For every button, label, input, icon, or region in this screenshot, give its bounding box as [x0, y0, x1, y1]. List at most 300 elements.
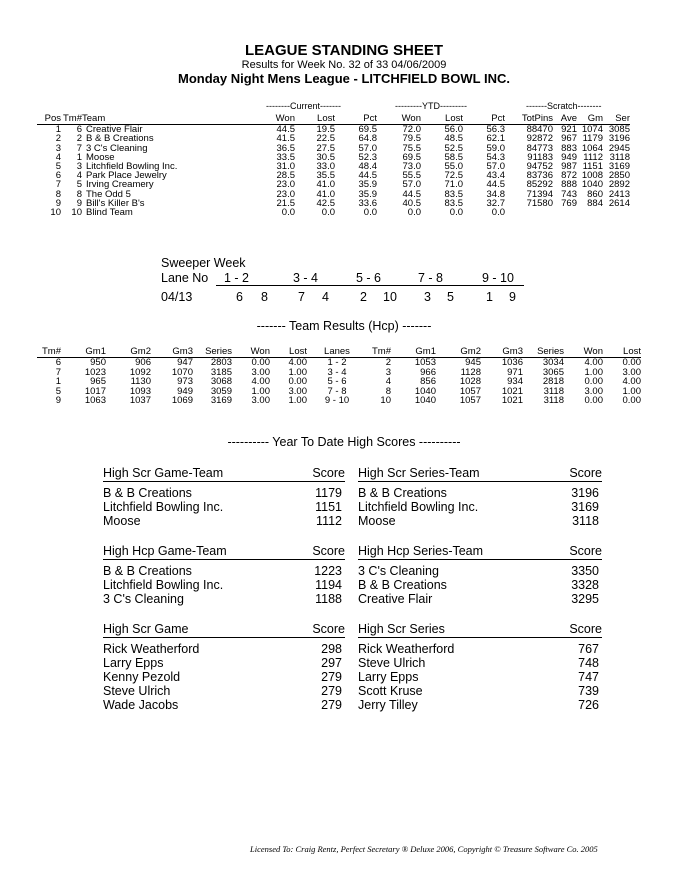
standings-cell: 57.0: [358, 142, 377, 154]
team-results-cell: 3068: [210, 376, 232, 388]
high-score-value: 1188: [315, 592, 342, 606]
standings-cell: 3 C's Cleaning: [86, 142, 148, 154]
standings-cell: 27.5: [316, 142, 335, 154]
standings-cell: 769: [561, 197, 577, 209]
high-score-score-label: Score: [293, 466, 345, 482]
high-score-value: 3196: [571, 486, 599, 500]
standings-cell: [603, 208, 630, 217]
team-results-header: [37, 347, 641, 358]
team-results-cell: 8: [385, 385, 391, 397]
high-score-name: Creative Flair: [358, 592, 433, 606]
standings-cell: 33.6: [358, 197, 377, 209]
standings-column-header: Pos: [37, 114, 61, 125]
standings-cell: 1064: [581, 142, 603, 154]
standings-cell: 48.5: [444, 133, 463, 145]
high-score-name: B & B Creations: [358, 578, 447, 592]
team-results-cell: 1017: [84, 385, 106, 397]
standings-cell: 2850: [608, 170, 630, 182]
sweeper-lane-label: Lane No: [161, 271, 209, 285]
high-score-value: 1223: [314, 564, 342, 578]
high-score-value: 726: [578, 698, 599, 712]
high-score-value: 1112: [316, 514, 342, 528]
standings-cell: 1008: [581, 170, 603, 182]
high-score-name: B & B Creations: [358, 486, 447, 500]
team-results-cell: 2: [385, 357, 391, 369]
standings-column-header: TotPins: [505, 114, 553, 125]
standings-cell: 7: [55, 179, 61, 191]
standings-cell: Litchfield Bowling Inc.: [86, 161, 178, 173]
team-results-cell: 1063: [84, 395, 106, 407]
standings-cell: 1151: [582, 161, 603, 173]
team-results-column-header: Won: [564, 347, 603, 358]
standings-cell: 3085: [608, 124, 630, 136]
high-score-header: [103, 466, 345, 482]
standings-cell: 41.0: [316, 188, 335, 200]
team-results-cell: 973: [177, 376, 193, 388]
high-score-name: Moose: [358, 514, 396, 528]
table-row: [358, 592, 602, 606]
standings-cell: 0.0: [407, 207, 421, 219]
standings-cell: 69.5: [358, 124, 377, 136]
ytd-title: ---------- Year To Date High Scores ----------: [227, 435, 461, 449]
team-results-cell: 945: [465, 357, 481, 369]
team-results-cell: 3: [385, 366, 391, 378]
team-results-column-header: Lost: [270, 347, 307, 358]
high-score-name: Rick Weatherford: [103, 642, 200, 656]
standings-cell: 40.5: [402, 197, 421, 209]
team-results-cell: 856: [420, 376, 436, 388]
team-results-column-header: Gm2: [436, 347, 481, 358]
standings-cell: 92872: [526, 133, 553, 145]
team-results-cell: 3034: [542, 357, 564, 369]
sweeper-title: Sweeper Week: [161, 256, 246, 270]
standings-cell: 36.5: [276, 142, 295, 154]
standings-cell: 0.0: [281, 207, 295, 219]
standings-cell: Park Place Jewelry: [86, 170, 167, 182]
table-row: [358, 698, 602, 712]
team-results-cell: 3.00: [288, 385, 307, 397]
high-score-value: 3118: [572, 514, 599, 528]
team-results-cell: 1053: [414, 357, 436, 369]
team-results-cell: 1.00: [584, 366, 603, 378]
standings-cell: Bill's Killer B's: [86, 197, 145, 209]
team-results-cell: 1.00: [288, 395, 307, 407]
standings-cell: 967: [561, 133, 577, 145]
team-results-cell: 1092: [129, 366, 151, 378]
team-results-cell: 3.00: [622, 366, 641, 378]
team-results-cell: 966: [420, 366, 436, 378]
sweeper-team: 4: [322, 290, 329, 304]
table-row: [103, 514, 345, 528]
high-score-name: Moose: [103, 514, 141, 528]
standings-cell: 0.0: [321, 207, 335, 219]
standings-column-header: Gm: [577, 114, 603, 125]
team-results-column-header: Tm#: [37, 347, 61, 358]
team-results-column-header: Lost: [603, 347, 641, 358]
standings-cell: 42.5: [316, 197, 335, 209]
team-results-column-header: Gm1: [391, 347, 436, 358]
standings-header: [37, 114, 630, 125]
team-results-cell: 965: [90, 376, 106, 388]
standings-cell: 54.3: [486, 151, 505, 163]
standings-cell: 9: [55, 197, 61, 209]
team-results-cell: 6: [55, 357, 61, 369]
standings-cell: 2945: [608, 142, 630, 154]
standings-cell: 88470: [526, 124, 553, 136]
standings-cell: 84773: [526, 142, 553, 154]
table-row: [358, 656, 602, 670]
standings-column-header: Lost: [295, 114, 335, 125]
team-results-cell: 4.00: [251, 376, 270, 388]
team-results-cell: 2803: [210, 357, 232, 369]
standings-cell: 52.5: [444, 142, 463, 154]
standings-cell: 35.5: [316, 170, 335, 182]
standings-cell: 3169: [608, 161, 630, 173]
high-score-name: Larry Epps: [103, 656, 164, 670]
standings-cell: 23.0: [276, 179, 295, 191]
standings-cell: [505, 208, 553, 217]
team-results-cell: 971: [507, 366, 523, 378]
table-row: [103, 500, 345, 514]
standings-cell: B & B Creations: [86, 133, 154, 145]
high-score-header: [103, 544, 345, 560]
standings-column-header: Pct: [335, 114, 377, 125]
high-score-name: 3 C's Cleaning: [103, 592, 184, 606]
high-score-name: Wade Jacobs: [103, 698, 179, 712]
table-row: [103, 684, 345, 698]
standings-column-header: Team: [82, 114, 247, 125]
team-results-cell: 4.00: [622, 376, 641, 388]
table-row: [358, 514, 602, 528]
high-score-category: High Scr Series-Team: [358, 466, 550, 482]
standings-cell: 62.1: [486, 133, 505, 145]
standings-column-header: Won: [247, 114, 295, 125]
high-score-table: [358, 466, 602, 528]
standings-cell: 1: [55, 124, 61, 136]
standings-cell: 28.5: [276, 170, 295, 182]
standings-cell: 48.4: [358, 161, 377, 173]
standings-cell: 1: [76, 151, 82, 163]
standings-cell: 43.4: [486, 170, 505, 182]
standings-cell: [577, 208, 603, 217]
standings-cell: 35.9: [358, 188, 377, 200]
league-name: Monday Night Mens League - LITCHFIELD BOWL INC.: [178, 71, 510, 86]
team-results-table: [37, 347, 641, 405]
sweeper-lane: 7 - 8: [418, 271, 444, 285]
standings-cell: 1040: [581, 179, 603, 191]
high-score-name: B & B Creations: [103, 486, 192, 500]
team-results-cell: 3065: [542, 366, 564, 378]
standings-cell: 55.0: [444, 161, 463, 173]
high-score-header: [358, 622, 602, 638]
standings-cell: 44.5: [402, 188, 421, 200]
high-score-name: Kenny Pezold: [103, 670, 181, 684]
table-row: [358, 638, 602, 657]
team-results-cell: 1040: [414, 385, 436, 397]
standings-cell: 884: [587, 197, 603, 209]
team-results-column-header: Gm3: [481, 347, 523, 358]
standings-column-header: Pct: [463, 114, 505, 125]
standings-cell: 883: [561, 142, 577, 154]
high-score-table: [103, 622, 345, 712]
team-results-cell: 947: [177, 357, 193, 369]
week-subtitle: Results for Week No. 32 of 33 04/06/2009: [241, 59, 447, 71]
team-results-cell: 3.00: [251, 366, 270, 378]
standings-cell: Creative Flair: [86, 124, 143, 136]
standings-cell: 44.5: [276, 124, 295, 136]
license-footer: Licensed To: Craig Rentz, Perfect Secretary ® Deluxe 2006, Copyright © Treasure Software Co. 2005: [250, 844, 598, 854]
team-results-column-header: Gm3: [151, 347, 193, 358]
team-results-column-header: Tm#: [367, 347, 391, 358]
high-score-name: Steve Ulrich: [103, 684, 171, 698]
standings-cell: 41.5: [276, 133, 295, 145]
high-score-value: 279: [321, 684, 342, 698]
table-row: [103, 578, 345, 592]
team-results-cell: 5 - 6: [327, 376, 347, 388]
team-results-cell: 1: [55, 376, 61, 388]
high-score-score-label: Score: [294, 544, 345, 560]
table-row: [358, 560, 602, 579]
team-results-cell: 1130: [130, 376, 151, 388]
standings-cell: 33.5: [276, 151, 295, 163]
standings-cell: 0.0: [449, 207, 463, 219]
standings-cell: 83.5: [444, 188, 463, 200]
high-score-value: 1179: [315, 486, 342, 500]
standings-cell: 0.0: [363, 207, 377, 219]
standings-cell: 32.7: [486, 197, 505, 209]
team-results-cell: 2818: [542, 376, 564, 388]
high-score-table: [103, 544, 345, 606]
high-score-score-label: Score: [284, 622, 345, 638]
standings-cell: 85292: [526, 179, 553, 191]
standings-cell: 6: [55, 170, 61, 182]
team-results-cell: 1.00: [288, 366, 307, 378]
team-results-cell: 0.00: [622, 395, 641, 407]
high-score-name: Litchfield Bowling Inc.: [103, 578, 224, 592]
high-score-name: Jerry Tilley: [358, 698, 418, 712]
team-results-cell: 1057: [459, 385, 481, 397]
team-results-cell: 1037: [129, 395, 151, 407]
team-results-cell: 9 - 10: [324, 395, 350, 407]
table-row: [358, 500, 602, 514]
team-results-cell: 7: [55, 366, 61, 378]
standings-cell: 33.0: [316, 161, 335, 173]
standings-cell: 57.0: [486, 161, 505, 173]
team-results-cell: 1070: [171, 366, 193, 378]
standings-cell: 860: [587, 188, 603, 200]
table-row: [103, 698, 345, 712]
team-results-cell: 1128: [460, 366, 481, 378]
high-score-value: 1151: [315, 500, 342, 514]
team-results-column-header: Series: [523, 347, 564, 358]
high-score-value: 279: [321, 698, 342, 712]
standings-cell: 9: [76, 197, 82, 209]
standings-cell: 41.0: [316, 179, 335, 191]
standings-cell: 22.5: [316, 133, 335, 145]
high-score-value: 748: [578, 656, 599, 670]
standings-cell: 5: [55, 161, 61, 173]
standings-cell: 56.3: [486, 124, 505, 136]
standings-cell: 59.0: [486, 142, 505, 154]
standings-cell: 4: [55, 151, 61, 163]
high-score-value: 747: [578, 670, 599, 684]
high-score-table: [103, 466, 345, 528]
high-score-value: 298: [321, 642, 342, 656]
team-results-cell: 1040: [414, 395, 436, 407]
standings-cell: 31.0: [276, 161, 295, 173]
standings-cell: 6: [76, 124, 82, 136]
high-score-category: High Hcp Game-Team: [103, 544, 294, 560]
group-current: --------Current-------: [266, 101, 341, 111]
team-results-column-header: Lanes: [307, 347, 367, 358]
sweeper-team: 7: [298, 290, 305, 304]
team-results-cell: 934: [507, 376, 523, 388]
standings-cell: 8: [55, 188, 61, 200]
sweeper-date: 04/13: [161, 290, 193, 304]
high-score-value: 3328: [571, 578, 599, 592]
standings-cell: 72.5: [444, 170, 463, 182]
team-results-cell: 1057: [459, 395, 481, 407]
team-results-cell: 3118: [543, 395, 564, 407]
standings-cell: 83.5: [444, 197, 463, 209]
table-row: [37, 208, 630, 217]
standings-cell: Irving Creamery: [86, 179, 154, 191]
team-results-cell: 950: [90, 357, 106, 369]
sweeper-team: 1: [486, 290, 493, 304]
standings-cell: 30.5: [316, 151, 335, 163]
sweeper-team: 6: [236, 290, 243, 304]
table-row: [358, 670, 602, 684]
high-score-score-label: Score: [550, 466, 602, 482]
standings-cell: 888: [561, 179, 577, 191]
standings-cell: 1179: [582, 133, 603, 145]
standings-cell: 55.5: [402, 170, 421, 182]
sweeper-team: 2: [360, 290, 367, 304]
group-ytd: ---------YTD---------: [395, 101, 467, 111]
standings-column-header: Ave: [553, 114, 577, 125]
standings-cell: 2892: [608, 179, 630, 191]
sweeper-lane: 1 - 2: [224, 271, 250, 285]
standings-cell: 987: [561, 161, 577, 173]
team-results-cell: 1093: [129, 385, 151, 397]
standings-cell: 91183: [527, 151, 553, 163]
team-results-cell: 1.00: [622, 385, 641, 397]
standings-column-header: Ser: [603, 114, 630, 125]
high-score-category: High Scr Game-Team: [103, 466, 293, 482]
standings-cell: 44.5: [486, 179, 505, 191]
high-score-value: 3169: [571, 500, 599, 514]
standings-cell: 3: [55, 142, 61, 154]
standings-cell: 83736: [526, 170, 553, 182]
high-score-category: High Hcp Series-Team: [358, 544, 551, 560]
team-results-cell: 3059: [210, 385, 232, 397]
standings-cell: 69.5: [402, 151, 421, 163]
standings-cell: 71.0: [444, 179, 463, 191]
standings-cell: 44.5: [358, 170, 377, 182]
high-score-score-label: Score: [551, 544, 602, 560]
team-results-cell: 4.00: [288, 357, 307, 369]
team-results-cell: 1023: [84, 366, 106, 378]
team-results-cell: 1021: [501, 395, 523, 407]
sweeper-lane: 3 - 4: [293, 271, 319, 285]
sweeper-team: 10: [383, 290, 397, 304]
team-results-cell: 1021: [501, 385, 523, 397]
high-score-score-label: Score: [540, 622, 602, 638]
table-row: [103, 592, 345, 606]
standings-cell: 0.0: [491, 207, 505, 219]
standings-cell: 2413: [608, 188, 630, 200]
team-results-title: ------- Team Results (Hcp) -------: [256, 319, 432, 333]
team-results-cell: 3 - 4: [327, 366, 347, 378]
high-score-name: B & B Creations: [103, 564, 192, 578]
high-score-value: 739: [578, 684, 599, 698]
table-row: [103, 482, 345, 501]
team-results-cell: 3.00: [251, 395, 270, 407]
team-results-cell: 4: [385, 376, 391, 388]
high-score-category: High Scr Game: [103, 622, 284, 638]
table-row: [358, 482, 602, 501]
sweeper-team: 5: [447, 290, 454, 304]
team-results-column-header: Gm2: [106, 347, 151, 358]
standings-cell: 2: [76, 133, 82, 145]
team-results-cell: 10: [380, 395, 391, 407]
standings-cell: 1112: [583, 151, 603, 163]
standings-cell: 34.8: [486, 188, 505, 200]
team-results-cell: 0.00: [251, 357, 270, 369]
standings-cell: 1074: [581, 124, 603, 136]
standings-cell: Blind Team: [86, 207, 133, 219]
standings-cell: 872: [561, 170, 577, 182]
standings-cell: 8: [76, 188, 82, 200]
standings-cell: 921: [561, 124, 577, 136]
high-score-table: [358, 544, 602, 606]
team-results-cell: 949: [177, 385, 193, 397]
team-results-cell: 3185: [210, 366, 232, 378]
high-score-name: Rick Weatherford: [358, 642, 455, 656]
sweeper-lane: 5 - 6: [356, 271, 382, 285]
team-results-cell: 3118: [543, 385, 564, 397]
team-results-cell: 3.00: [584, 385, 603, 397]
high-score-name: Litchfield Bowling Inc.: [358, 500, 479, 514]
team-results-column-header: Gm1: [61, 347, 106, 358]
table-row: [358, 578, 602, 592]
standings-cell: 79.5: [402, 133, 421, 145]
standings-cell: 71580: [526, 197, 553, 209]
standings-column-header: Tm#: [63, 113, 82, 124]
sweeper-team: 3: [424, 290, 431, 304]
table-row: [358, 684, 602, 698]
standings-cell: 35.9: [358, 179, 377, 191]
standings-cell: 4: [76, 170, 82, 182]
standings-column-header: Won: [377, 114, 421, 125]
team-results-cell: 906: [135, 357, 151, 369]
team-results-cell: 9: [55, 395, 61, 407]
team-results-cell: 1028: [459, 376, 481, 388]
page-title: LEAGUE STANDING SHEET: [244, 42, 444, 59]
sweeper-team: 9: [509, 290, 516, 304]
standings-cell: 73.0: [402, 161, 421, 173]
sweeper-lane: 9 - 10: [482, 271, 514, 285]
high-score-name: Scott Kruse: [358, 684, 423, 698]
group-scratch: -------Scratch--------: [526, 101, 602, 111]
high-score-value: 279: [321, 670, 342, 684]
standings-cell: 64.8: [358, 133, 377, 145]
standings-cell: 71394: [526, 188, 553, 200]
standings-table: [37, 114, 630, 217]
team-results-cell: 0.00: [584, 395, 603, 407]
team-results-cell: 0.00: [584, 376, 603, 388]
high-score-name: Steve Ulrich: [358, 656, 426, 670]
